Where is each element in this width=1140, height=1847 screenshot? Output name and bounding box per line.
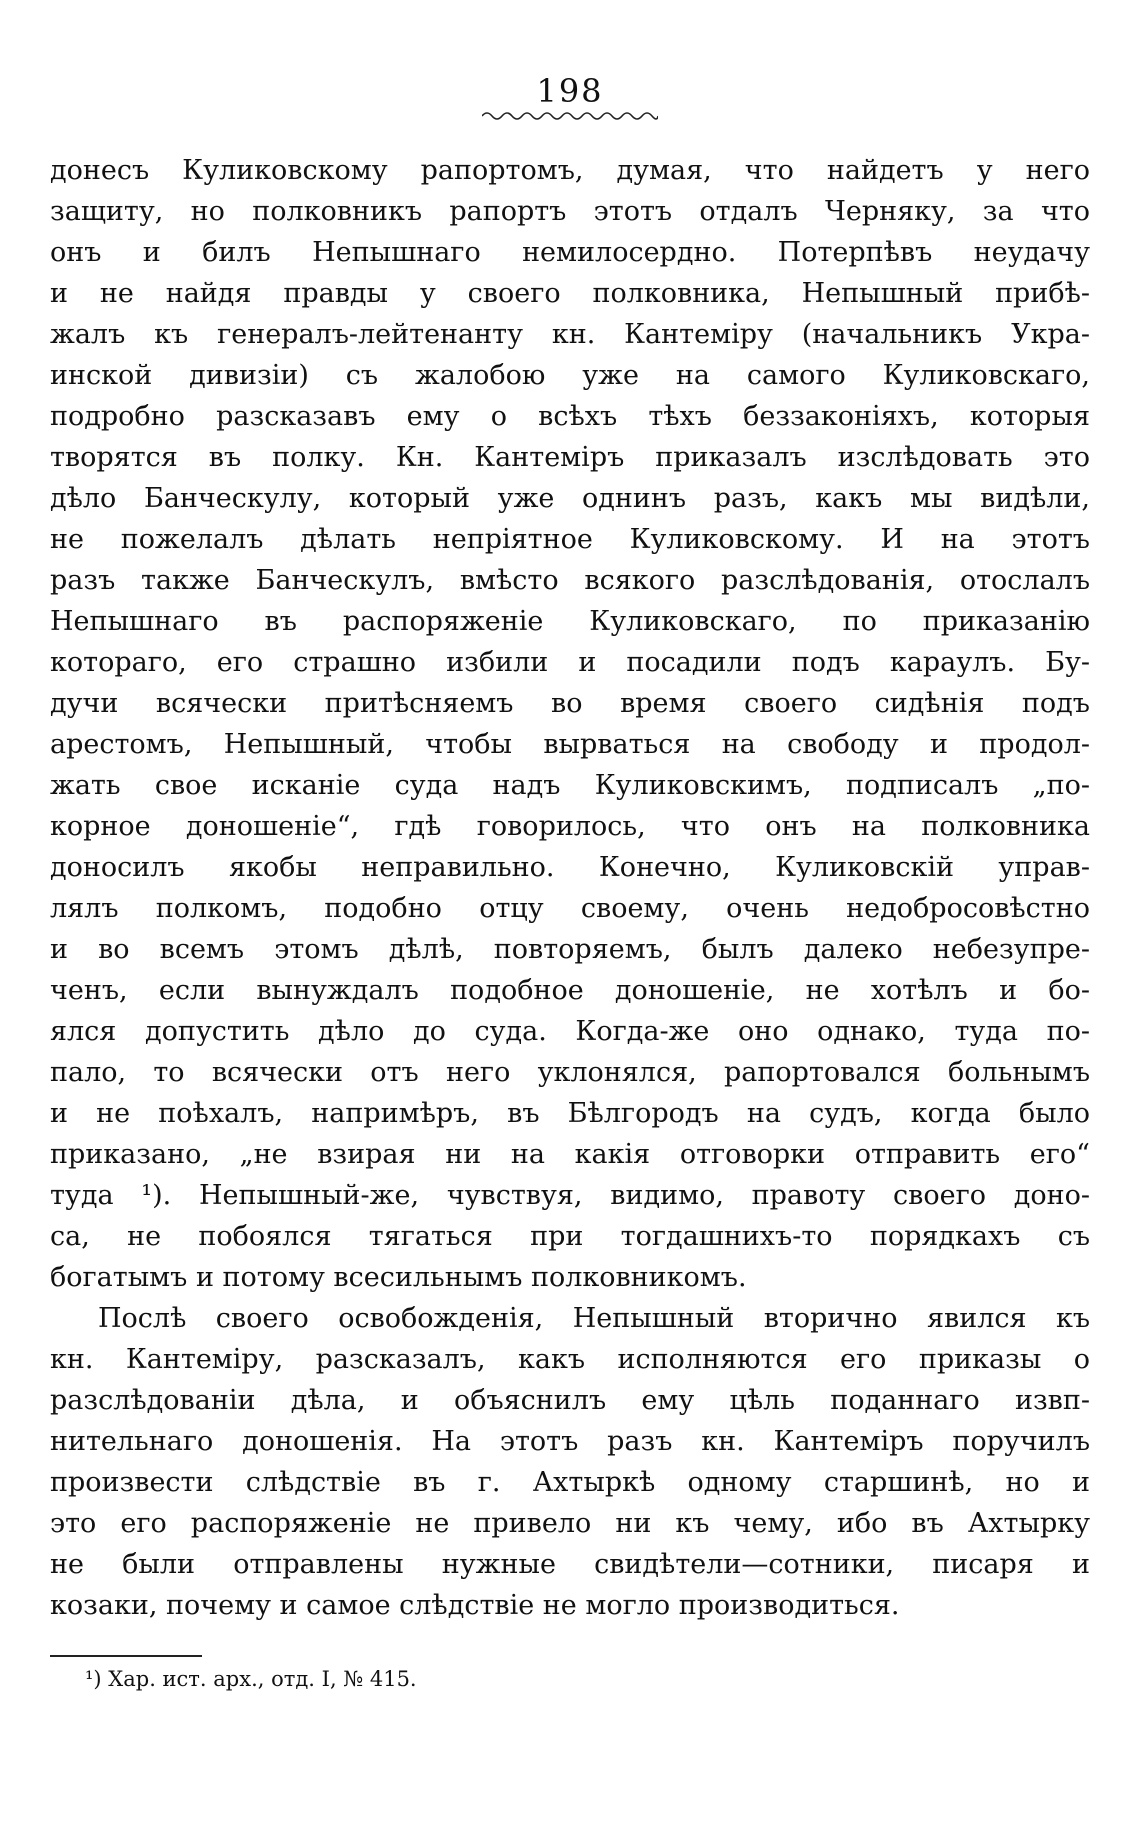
text-line: творятся въ полку. Кн. Кантеміръ приказалъ изслѣдовать это <box>50 442 1090 473</box>
text-line: и не найдя правды у своего полковника, Непышный прибѣ- <box>50 278 1090 309</box>
text-line: арестомъ, Непышный, чтобы вырваться на свободу и продол- <box>50 729 1090 760</box>
text-line: кн. Кантеміру, разсказалъ, какъ исполняются его приказы о <box>50 1344 1090 1375</box>
text-line: это его распоряженіе не привело ни къ чему, ибо въ Ахтырку <box>50 1508 1090 1539</box>
wavy-ornament <box>482 110 658 122</box>
text-line: доносилъ якобы неправильно. Конечно, Куликовскій управ- <box>50 852 1090 883</box>
text-line: донесъ Куликовскому рапортомъ, думая, что найдетъ у него <box>50 155 1090 186</box>
text-line: не были отправлены нужные свидѣтели—сотники, писаря и <box>50 1549 1090 1580</box>
text-line: разъ также Банческулъ, вмѣсто всякого разслѣдованія, отослалъ <box>50 565 1090 596</box>
text-line: разслѣдованіи дѣла, и объяснилъ ему цѣль поданнаго извп- <box>50 1385 1090 1416</box>
text-line: приказано, „не взирая ни на какія отговорки отправить его“ <box>50 1139 1090 1170</box>
paragraph <box>50 1298 1090 1626</box>
text-line: ялся допустить дѣло до суда. Когда-же оно однако, туда по- <box>50 1016 1090 1047</box>
text-line: жалъ къ генералъ-лейтенанту кн. Кантеміру (начальникъ Укра- <box>50 319 1090 350</box>
text-line: инской дивизіи) съ жалобою уже на самого Куликовскаго, <box>50 360 1090 391</box>
text-line: дучи всячески притѣсняемъ во время своего сидѣнія подъ <box>50 688 1090 719</box>
text-line: Послѣ своего освобожденія, Непышный вторично явился къ <box>98 1303 1090 1334</box>
text-line: ченъ, если вынуждалъ подобное доношеніе, не хотѣлъ и бо- <box>50 975 1090 1006</box>
text-line: не пожелалъ дѣлать непріятное Куликовскому. И на этотъ <box>50 524 1090 555</box>
text-line: козаки, почему и самое слѣдствіе не могло производиться. <box>50 1590 900 1621</box>
text-line: лялъ полкомъ, подобно отцу своему, очень недобросовѣстно <box>50 893 1090 924</box>
text-line: котораго, его страшно избили и посадили подъ караулъ. Бу- <box>50 647 1090 678</box>
text-line: и во всемъ этомъ дѣлѣ, повторяемъ, былъ далеко небезупре- <box>50 934 1090 965</box>
text-line: нительнаго доношенія. На этотъ разъ кн. Кантеміръ поручилъ <box>50 1426 1090 1457</box>
text-line: произвести слѣдствіе въ г. Ахтыркѣ одному старшинѣ, но и <box>50 1467 1090 1498</box>
text-line: туда ¹). Непышный-же, чувствуя, видимо, правоту своего доно- <box>50 1180 1090 1211</box>
text-line: пало, то всячески отъ него уклонялся, рапортовался больнымъ <box>50 1057 1090 1088</box>
text-line: са, не побоялся тягаться при тогдашнихъ-то порядкахъ съ <box>50 1221 1090 1252</box>
footnote: ¹) Хар. ист. арх., отд. I, № 415. <box>85 1667 417 1691</box>
body-text <box>50 150 1090 1626</box>
text-line: жать свое исканіе суда надъ Куликовскимъ, подписалъ „по- <box>50 770 1090 801</box>
text-line: богатымъ и потому всесильнымъ полковникомъ. <box>50 1262 747 1293</box>
text-line: подробно разсказавъ ему о всѣхъ тѣхъ беззаконіяхъ, которыя <box>50 401 1090 432</box>
footnote-rule <box>50 1655 202 1657</box>
page-number: 198 <box>536 72 604 110</box>
text-line: Непышнаго въ распоряженіе Куликовскаго, по приказанію <box>50 606 1090 637</box>
text-line: защиту, но полковникъ рапортъ этотъ отдалъ Черняку, за что <box>50 196 1090 227</box>
text-line: и не поѣхалъ, напримѣръ, въ Бѣлгородъ на судъ, когда было <box>50 1098 1090 1129</box>
text-line: корное доношеніе“, гдѣ говорилось, что онъ на полковника <box>50 811 1090 842</box>
text-line: онъ и билъ Непышнаго немилосердно. Потерпѣвъ неудачу <box>50 237 1090 268</box>
paragraph <box>50 150 1090 1298</box>
text-line: дѣло Банческулу, который уже однинъ разъ, какъ мы видѣли, <box>50 483 1090 514</box>
